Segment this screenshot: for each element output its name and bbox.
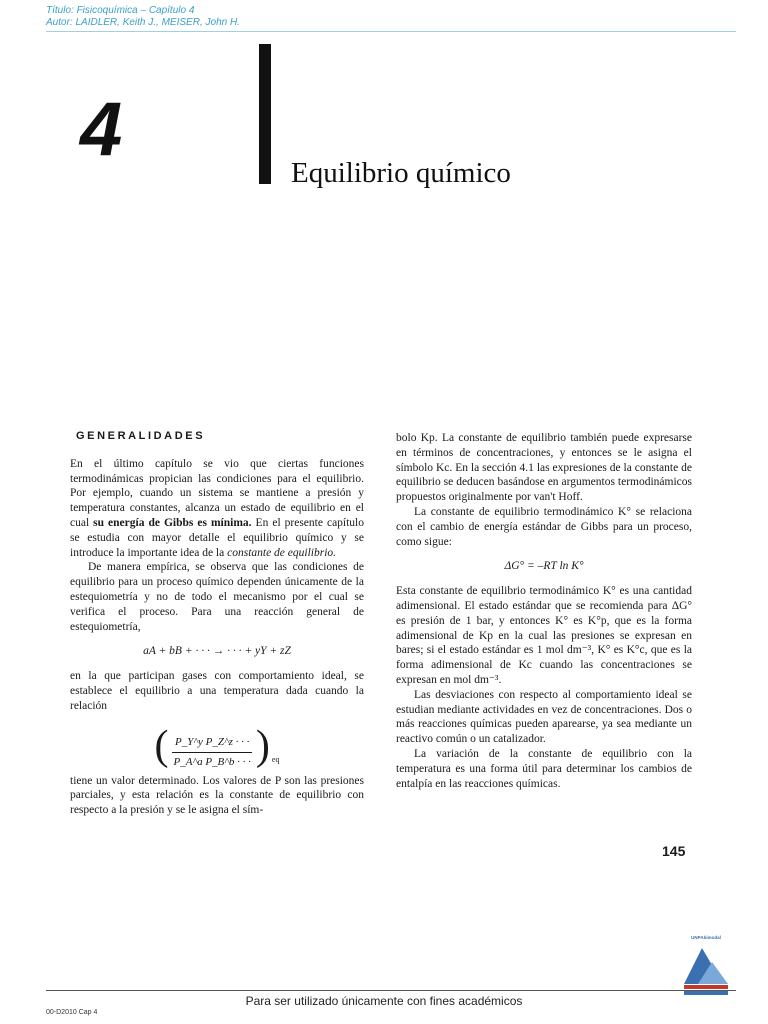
fraction-numerator: P_Y^y P_Z^z · · · [172, 735, 252, 753]
university-logo [680, 932, 732, 998]
footer-divider [46, 990, 736, 991]
fraction [169, 735, 256, 770]
paragraph-relation: en la que participan gases con comportamiento ideal, se establece el equilibrio a una temperatura dada cuando la relación [70, 670, 364, 712]
fraction-subscript: eq [271, 754, 280, 764]
chapter-title: Equilibrio químico [291, 157, 511, 189]
gibbs-equation: ΔG° = –RT ln K° [504, 560, 584, 573]
text-column-right [396, 431, 692, 791]
paragraph-standard-state: Esta constante de equilibrio termodinámico K° es una cantidad adimensional. El estado estándar que se recomienda para ΔG° es presión de 1 bar, y entonces K° es K°p, que es la forma adimensional de Kp en la cual las presiones se expresan en bares; si el estado estándar es 1 mol dm⁻³, K° es K°c, que es la forma adimensional de Kc cuando las concentraciones se expresan en mol dm⁻³. [396, 585, 692, 686]
paragraph-intro: En el último capítulo se vio que ciertas funciones termodinámicas propician las condiciones para el equilibrio. Por ejemplo, cuando un sistema se mantiene a presión y temperatura constantes, alcanza un estado de equilibrio en el cual su energía de Gibbs es mínima. En el presente capítulo se estudia con mayor detalle el equilibrio químico y se introduce la importante idea de la constante de equilibrio. [70, 457, 365, 559]
paragraph-pressures: tiene un valor determinado. Los valores de P son las presiones parciales, y esta relación es la constante de equilibrio con respecto a la presión y se le asigna el sím- [70, 774, 364, 817]
reaction-equation: aA + bB + · · · → · · · + yY + zZ [143, 645, 291, 658]
left-paren: ( [154, 722, 169, 769]
text-column-left [70, 429, 364, 818]
paragraph-deviations: Las desviaciones con respecto al comportamiento ideal se estudian mediante actividades en vez de concentraciones. Dos o más reacciones químicas pueden aparearse, ya sea mediante un reactivo común o un catalizador. [396, 688, 692, 746]
right-paren: ) [255, 722, 270, 769]
header-title: Título: Fisicoquímica – Capítulo 4 [46, 5, 195, 16]
footer-code: 00-D2010 Cap 4 [46, 1009, 98, 1016]
italic-phrase: constante de equilibrio. [227, 546, 337, 559]
page-number: 145 [662, 843, 686, 859]
section-heading: GENERALIDADES [76, 430, 206, 442]
chapter-number: 4 [80, 87, 123, 172]
logo-text: UNPAbimodal [691, 935, 721, 940]
document-header [46, 5, 240, 29]
paragraph-temperature: La variación de la constante de equilibrio con la temperatura es una forma útil para determinar los cambios de entalpía en las reacciones químicas. [396, 747, 692, 790]
pressure-ratio-formula [70, 722, 364, 770]
paragraph-kp: bolo Kp. La constante de equilibrio también puede expresarse en términos de concentraciones, y entonces se le asigna el símbolo Kc. En la sección 4.1 las expresiones de la constante de equilibrio se deducen basándose en argumentos termodinámicos propuestos originalmente por van't Hoff. [396, 432, 692, 504]
header-divider [46, 31, 736, 32]
paragraph-gibbs: La constante de equilibrio termodinámico K° se relaciona con el cambio de energía estándar de Gibbs para un proceso, como sigue: [396, 505, 692, 548]
paragraph-empirical: De manera empírica, se observa que las condiciones de equilibrio para un proceso químico dependen únicamente de la estequiometría y no de todo el mecanismo por el cual se verifica el proceso. Para una reacción general de estequiometría, [70, 561, 364, 633]
header-author: Autor: LAIDLER, Keith J., MEISER, John H. [46, 17, 240, 28]
chapter-bar [259, 44, 271, 184]
bold-phrase: su energía de Gibbs es mínima. [93, 516, 252, 529]
footer-notice: Para ser utilizado únicamente con fines académicos [245, 994, 523, 1008]
fraction-denominator: P_A^a P_B^b · · · [173, 755, 251, 768]
